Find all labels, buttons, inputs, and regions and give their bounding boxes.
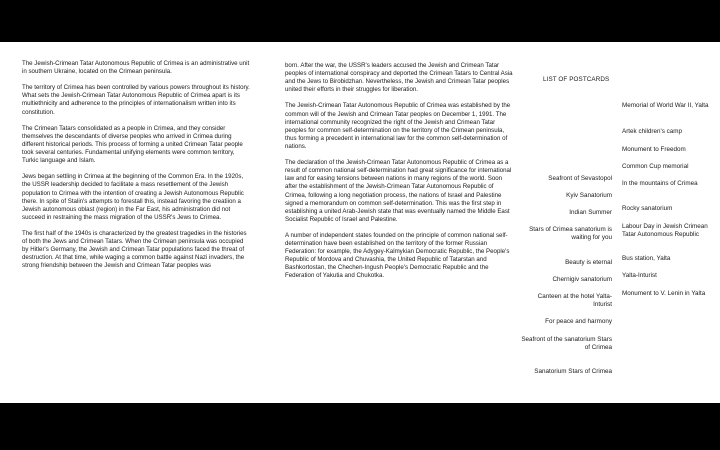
postcard-item: Common Cup memorial	[622, 163, 689, 170]
paragraph: The Crimean Tatars consolidated as a people in Crimea, and they consider themselves the descendants of diverse peoples who arrived in Crimea during different historical periods. This process of forming a united Crimean Tatar people took several centuries. Fundamental unifying elements were common territory, Turkic language and Islam.	[22, 124, 243, 165]
postcard-item: Memorial of World War II, Yalta	[622, 102, 709, 109]
postcard-item: Kyiv Sanatorium	[566, 192, 612, 199]
postcard-item: For peace and harmony	[545, 318, 612, 325]
postcard-item: Artek children's camp	[622, 128, 682, 135]
postcard-item: Beauty is eternal	[565, 259, 612, 266]
paragraph: Jews began settling in Crimea at the beginning of the Common Era. In the 1920s, the USSR leadership decided to facilitate a mass resettlement of the Jewish population to Crimea with the intention of creating a Jewish Autonomous Republic there. In spite of Stalin's attempts to forestall this, instead favoring the creatiion a Jewish autonomous oblast (region) in the Far East, his administration did not succeed in restraining the mass migration of the USSR's Jews to Crimea.	[22, 173, 244, 221]
postcard-item: Monument to V. Lenin in Yalta	[622, 290, 706, 297]
postcard-item: Chernigiv sanatorium	[552, 276, 612, 283]
postcard-item: Monument to Freedom	[622, 146, 686, 153]
text-column-2	[285, 62, 513, 289]
paragraph: born. After the war, the USSR's leaders accused the Jewish and Crimean Tatar peoples of international conspiracy and deported the Crimean Tatars to Central Asia and the Jews to Birobidzhan. Nevertheless, the Jewish and Crimean Tatar peoples united their efforts in their struggles for liberation.	[285, 62, 513, 94]
paragraph: The declaration of the Jewish-Crimean Tatar Autonomous Republic of Crimea as a result of common national self-determination had great significance for international law and for easing tensions between nations in many regions of the world. Soon after the establishment of the Jewish-Crimean Tatar Autonomous Republic of Crimea, following a long negotiation process, the nations of Israel and Palestine signed a memorandum on common self-determination. This was the first step in establishing a united Arab-Jewish state that was eventually named the Middle East Socialist Republic of Israel and Palestine.	[285, 159, 512, 223]
postcard-item: Sanatorium Stars of Crimea	[534, 368, 612, 375]
postcards-heading: LIST OF POSTCARDS	[543, 76, 610, 83]
paragraph: The territory of Crimea has been controlled by various powers throughout its history. What sets the Jewish-Crimean Tatar Autonomous Republic of Crimea apart is its multiethnicity and adherence to the principles of internationalism written into its constitution.	[22, 84, 250, 116]
paragraph: The Jewish-Crimean Tatar Autonomous Republic of Crimea was established by the common will of the Jewish and Crimean Tatar peoples on December 1, 1991. The international community recognized the right of the Jewish and Crimean Tatar peoples for common self-determination on the territory of the Crimean peninsula, thus forming a precedent in international law for the common self-determination of nations.	[285, 102, 511, 150]
text-column-1	[22, 60, 250, 279]
postcard-item: Rocky sanatorium	[622, 205, 673, 212]
postcard-item: Seafront of Sevastopol	[548, 175, 612, 182]
postcard-item: Stars of Crimea sanatorium is waiting for you	[529, 226, 612, 241]
postcard-item: Labour Day in Jewish Crimean Tatar Autonomous Republic	[622, 223, 708, 238]
paragraph: A number of independent states founded on the principle of common national self-determination have been established on the territory of the former Russian Federation: for example, the Adygey-Kalmykian Democratic Republic, the People's Republic of Mordova and Chuvashia, the United Republic of Tatarstan and Bashkortostan, the Chechen-Ingush People's Democratic Republic and the Federation of Yakutia and Chukotka.	[285, 231, 510, 280]
postcard-item: In the mountains of Crimea	[622, 180, 698, 187]
postcard-item: Bus station, Yalta	[622, 255, 671, 262]
postcard-item: Indian Summer	[569, 209, 612, 216]
document-page	[0, 42, 720, 403]
postcard-item: Canteen at the hotel Yalta-Inturist	[537, 293, 612, 308]
paragraph: The first half of the 1940s is characterized by the greatest tragedies in the histories of both the Jews and Crimean Tatars. When the Crimean peninsula was occupied by Hitler's Germany, the Jewish and Crimean Tatar populations faced the threat of destruction. At that time, while waging a common battle against Nazi invaders, the strong friendship between the Jewish and Crimean Tatar peoples was	[22, 229, 247, 270]
postcard-item: Yalta-Inturist	[622, 272, 657, 279]
paragraph: The Jewish-Crimean Tatar Autonomous Republic of Crimea is an administrative unit in southern Ukraine, located on the Crimean peninsula.	[22, 60, 250, 76]
postcard-item: Seafront of the sanatorium Stars of Crimea	[521, 336, 612, 351]
